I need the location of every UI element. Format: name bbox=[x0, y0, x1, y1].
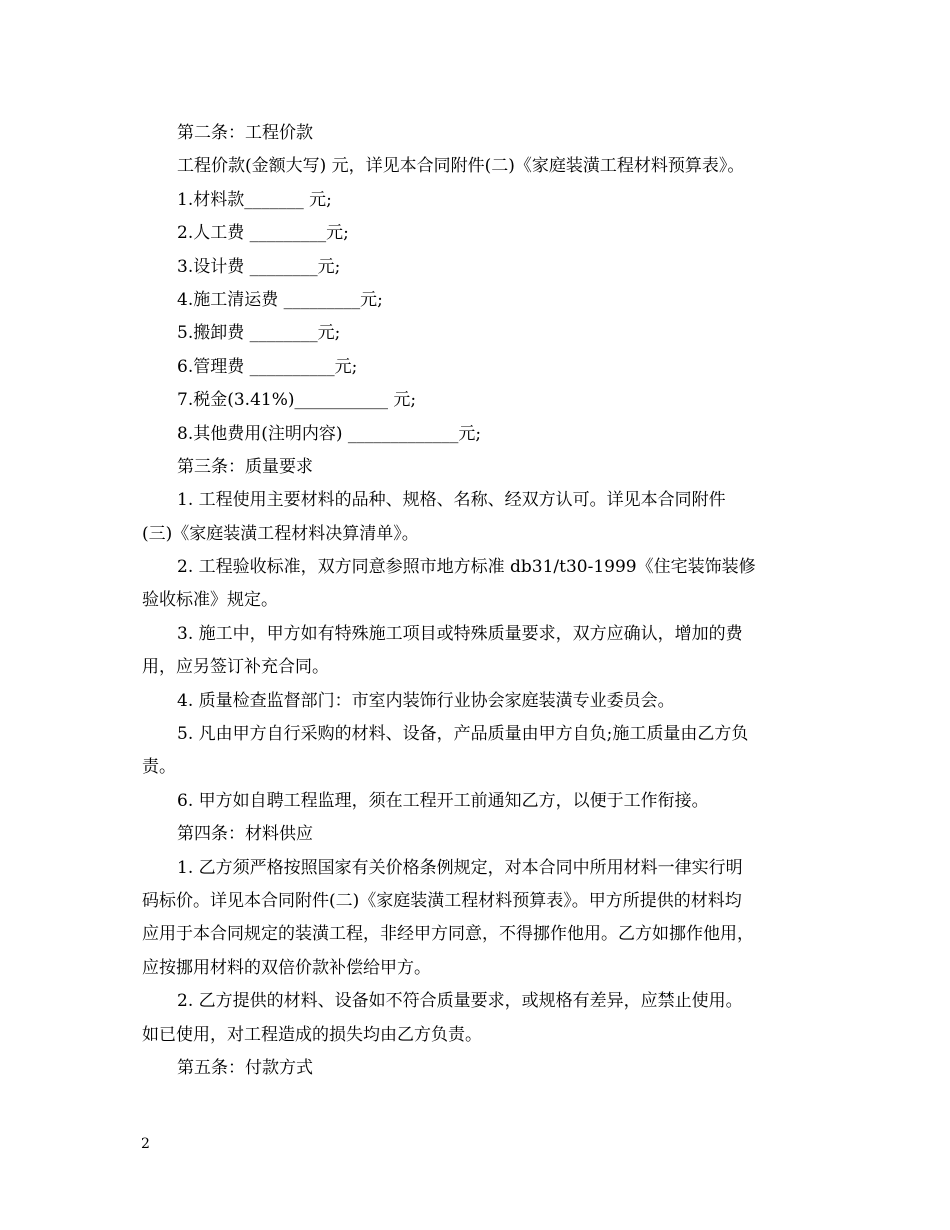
material-clause-2-line-1: 2. 乙方提供的材料、设备如不符合质量要求，或规格有差异，应禁止使用。 bbox=[177, 991, 743, 1012]
material-clause-1-line-3: 应用于本合同规定的装潢工程，非经甲方同意，不得挪作他用。乙方如挪作他用， bbox=[142, 924, 754, 945]
page-number: 2 bbox=[141, 1136, 150, 1152]
fee-item-handling: 5.搬卸费 ________元; bbox=[177, 323, 341, 344]
article-4-heading: 第四条：材料供应 bbox=[177, 824, 313, 845]
quality-clause-3-line-2: 用，应另签订补充合同。 bbox=[142, 657, 329, 678]
project-price-line: 工程价款(金额大写) 元，详见本合同附件(二)《家庭装潢工程材料预算表》。 bbox=[177, 156, 745, 177]
quality-clause-5-line-1: 5. 凡由甲方自行采购的材料、设备，产品质量由甲方自负;施工质量由乙方负 bbox=[177, 724, 749, 745]
fee-item-materials: 1.材料款_______ 元; bbox=[177, 189, 332, 210]
fee-item-design: 3.设计费 ________元; bbox=[177, 256, 341, 277]
quality-clause-5-line-2: 责。 bbox=[142, 757, 176, 778]
fee-item-management: 6.管理费 __________元; bbox=[177, 356, 358, 377]
quality-clause-2-line-2: 验收标准》规定。 bbox=[142, 590, 278, 611]
quality-clause-1-line-2: (三)《家庭装潢工程材料决算清单》。 bbox=[142, 523, 419, 544]
quality-clause-3-line-1: 3. 施工中，甲方如有特殊施工项目或特殊质量要求，双方应确认，增加的费 bbox=[177, 623, 743, 644]
material-clause-2-line-2: 如已使用，对工程造成的损失均由乙方负责。 bbox=[142, 1024, 482, 1045]
material-clause-1-line-1: 1. 乙方须严格按照国家有关价格条例规定，对本合同中所用材料一律实行明 bbox=[177, 857, 743, 878]
fee-item-cleanup: 4.施工清运费 _________元; bbox=[177, 289, 383, 310]
material-clause-1-line-4: 应按挪用材料的双倍价款补偿给甲方。 bbox=[142, 957, 431, 978]
article-2-heading: 第二条：工程价款 bbox=[177, 123, 313, 143]
quality-clause-6: 6. 甲方如自聘工程监理，须在工程开工前通知乙方，以便于工作衔接。 bbox=[177, 790, 709, 811]
article-5-heading: 第五条：付款方式 bbox=[177, 1057, 313, 1078]
material-clause-1-line-2: 码标价。详见本合同附件(二)《家庭装潢工程材料预算表》。甲方所提供的材料均 bbox=[142, 890, 742, 911]
quality-clause-1-line-1: 1. 工程使用主要材料的品种、规格、名称、经双方认可。详见本合同附件 bbox=[177, 490, 726, 511]
quality-clause-4: 4. 质量检查监督部门：市室内装饰行业协会家庭装潢专业委员会。 bbox=[177, 690, 675, 711]
fee-item-other: 8.其他费用(注明内容) _____________元; bbox=[177, 423, 482, 444]
fee-item-tax: 7.税金(3.41%)___________ 元; bbox=[177, 390, 417, 411]
article-3-heading: 第三条：质量要求 bbox=[177, 456, 313, 477]
quality-clause-2-line-1: 2. 工程验收标准，双方同意参照市地方标准 db31/t30-1999《住宅装饰装修 bbox=[177, 557, 756, 578]
document-body bbox=[142, 117, 812, 1085]
fee-item-labor: 2.人工费 _________元; bbox=[177, 223, 349, 244]
